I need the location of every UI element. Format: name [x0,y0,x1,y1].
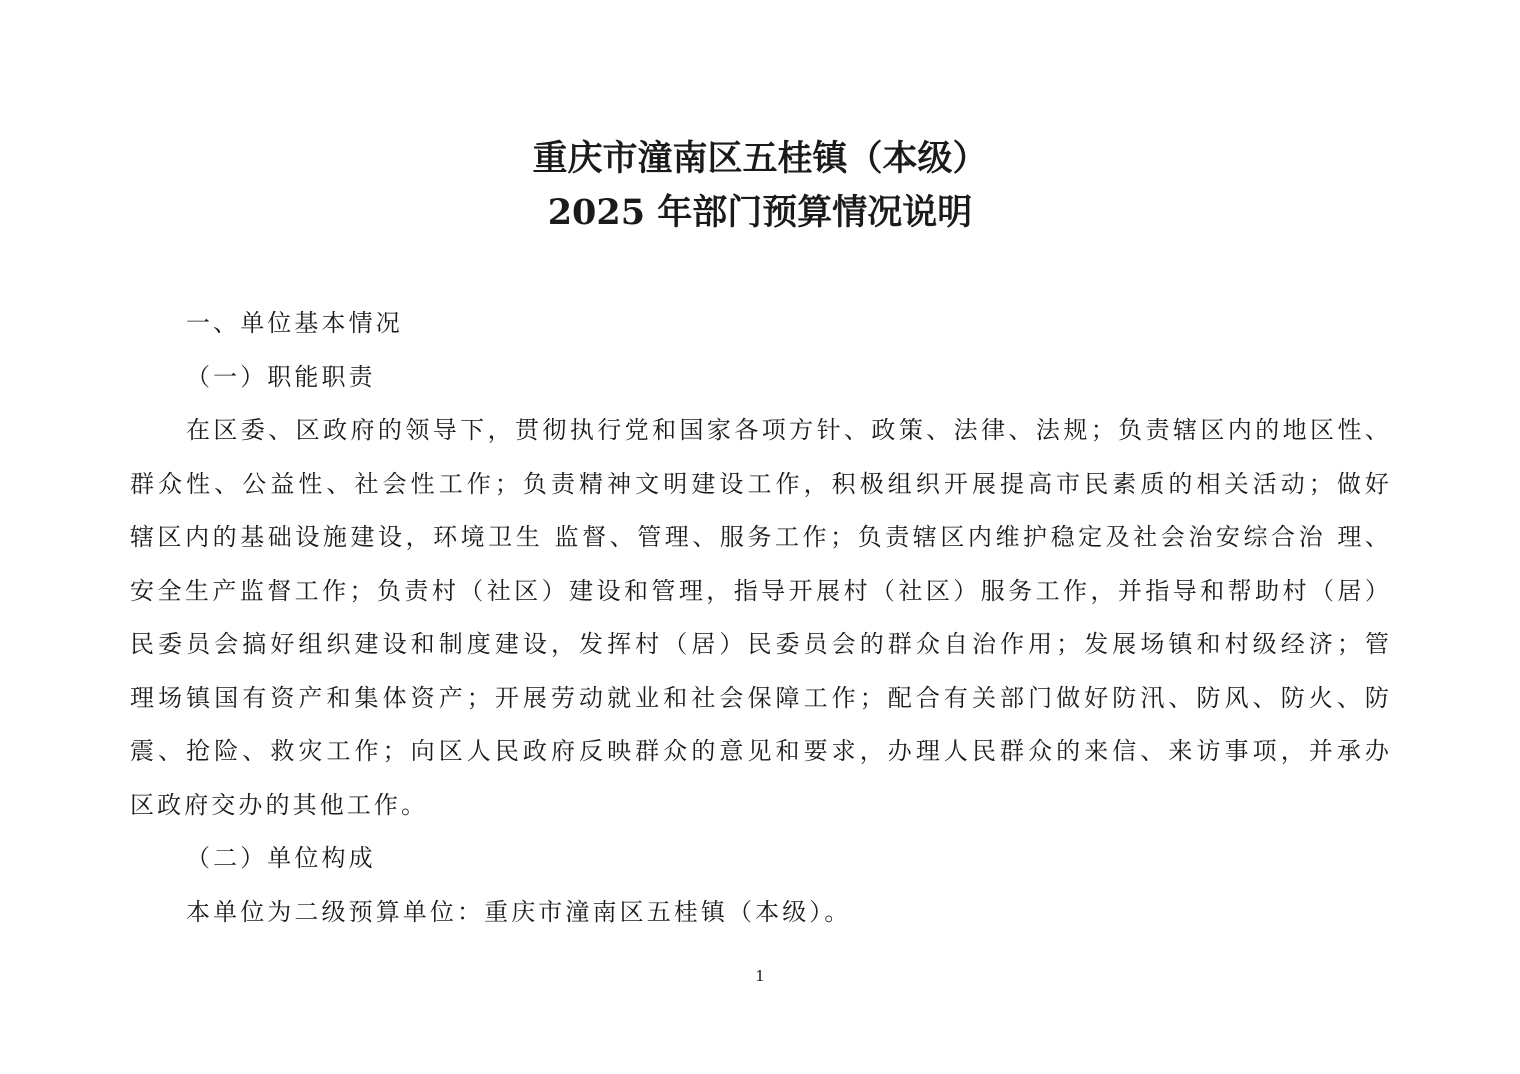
subsection-heading-duties: （一）职能职责 [186,362,376,391]
section-heading-unit-basic-info: 一、单位基本情况 [186,309,403,337]
duties-line: 在区委、区政府的领导下，贯彻执行党和国家各项方针、政策、法律、法规；负责辖区内的地区性、 [186,416,1392,444]
document-title [0,132,1520,240]
composition-paragraph: 本单位为二级预算单位：重庆市潼南区五桂镇（本级）。 [186,897,852,926]
title-line-2: 2025 年部门预算情况说明 [547,192,973,233]
duties-line: 区政府交办的其他工作。 [130,790,429,819]
document-body [130,297,1392,939]
page-number: 1 [755,967,765,985]
duties-line: 安全生产监督工作；负责村（社区）建设和管理，指导开展村（社区）服务工作，并指导和帮助村（居） [130,576,1392,605]
duties-line: 民委员会搞好组织建设和制度建设，发挥村（居）民委员会的群众自治作用；发展场镇和村级经济；管 [130,630,1392,658]
duties-line: 辖区内的基础设施建设，环境卫生 监督、管理、服务工作；负责辖区内维护稳定及社会治安综合治 理、 [130,523,1392,551]
duties-line: 震、抢险、救灾工作；向区人民政府反映群众的意见和要求，办理人民群众的来信、来访事项，并承办 [130,737,1392,765]
duties-paragraph [130,404,1392,832]
duties-line: 群众性、公益性、社会性工作；负责精神文明建设工作，积极组织开展提高市民素质的相关活动；做好 [130,469,1392,498]
title-line-1: 重庆市潼南区五桂镇（本级） [532,138,988,179]
subsection-heading-composition: （二）单位构成 [186,844,376,872]
duties-line: 理场镇国有资产和集体资产；开展劳动就业和社会保障工作；配合有关部门做好防汛、防风、防火、防 [130,683,1392,712]
